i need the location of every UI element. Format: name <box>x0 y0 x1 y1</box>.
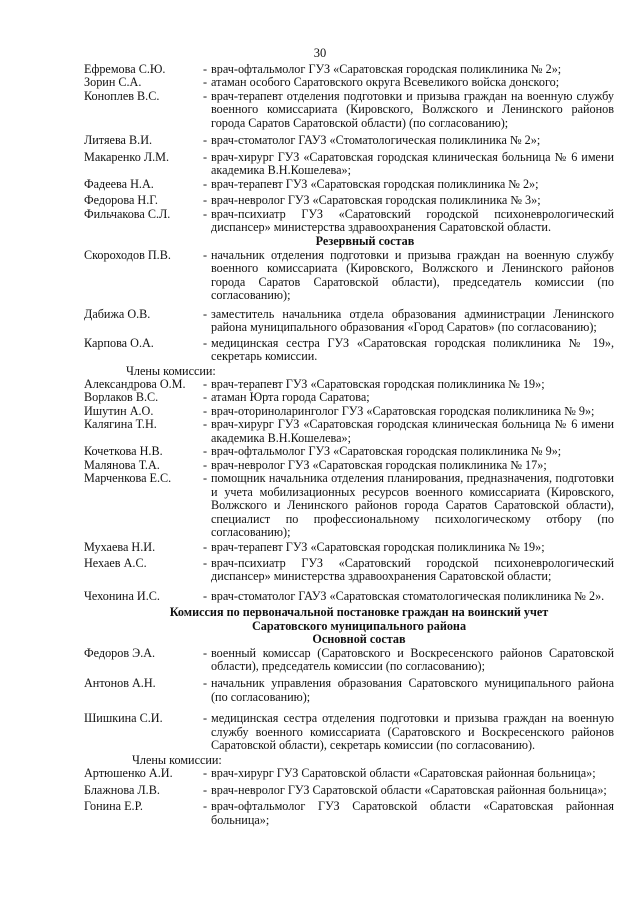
member-row <box>84 800 614 827</box>
member-role: врач-оториноларинголог ГУЗ «Саратовская городская поликлиника № 9»; <box>211 403 595 418</box>
member-name: Ворлаков В.С. <box>84 390 159 405</box>
member-row <box>84 647 614 674</box>
member-role: помощник начальника отделения планирования, предназначения, подготовки и учета мобилизационных ресурсов военного комиссариата (Кировского, Волжского и Ленинского районов города Саратов Саратовской области), специалист по профессиональному психологическому отбору (по согласованию); <box>211 471 614 539</box>
member-row <box>84 391 614 404</box>
member-name: Мухаева Н.И. <box>84 540 156 555</box>
members-label: Члены комиссии: <box>126 363 216 378</box>
member-name: Гонина Е.Р. <box>84 799 143 814</box>
document-body <box>84 63 614 827</box>
member-role: врач-терапевт отделения подготовки и призыва граждан на военную службу военного комиссариата (Кировского, Волжского и Ленинского районов города Саратов Саратовской области) (по согласованию); <box>211 88 614 130</box>
member-role: врач-психиатр ГУЗ «Саратовский городской психоневрологический диспансер» министерства здравоохранения Саратовской области; <box>211 555 614 584</box>
member-role: врач-невролог ГУЗ «Саратовская городская поликлиника № 3»; <box>211 193 541 208</box>
member-name: Дабижа О.В. <box>84 306 151 321</box>
member-name: Шишкина С.И. <box>84 711 163 726</box>
member-role: врач-психиатр ГУЗ «Саратовский городской психоневрологический диспансер» министерства здравоохранения Саратовской области. <box>211 206 614 234</box>
dash-separator: - <box>202 782 208 797</box>
dash-separator: - <box>202 149 208 164</box>
member-row <box>84 308 614 335</box>
member-role: атаман особого Саратовского округа Всевеликого войска донского; <box>211 75 560 90</box>
dash-separator: - <box>202 676 208 691</box>
member-role: медицинская сестра отделения подготовки и призыва граждан на военную службу военного комиссариата (Саратовского и Воскресенского районов Саратовской области), секретарь комиссии (по согласованию). <box>211 711 614 753</box>
member-list <box>84 63 614 234</box>
member-name: Артюшенко А.И. <box>84 766 173 781</box>
dash-separator: - <box>202 403 208 418</box>
page-number: 30 <box>313 46 327 60</box>
member-row <box>84 134 614 147</box>
dash-separator: - <box>202 444 208 459</box>
commission-heading-line2: Саратовского муниципального района <box>251 618 467 633</box>
member-name: Антонов А.Н. <box>84 676 156 691</box>
member-row <box>84 541 614 554</box>
member-row <box>84 590 614 603</box>
member-name: Кочеткова Н.В. <box>84 444 163 459</box>
member-row <box>84 178 614 191</box>
member-role: врач-невролог ГУЗ Саратовской области «Саратовская районная больница»; <box>211 782 607 797</box>
member-name: Литяева В.И. <box>84 133 153 148</box>
dash-separator: - <box>202 645 208 660</box>
section-heading-reserve: Резервный состав <box>315 234 415 249</box>
member-row <box>84 90 614 130</box>
member-row <box>84 677 614 704</box>
member-row <box>84 712 614 752</box>
dash-separator: - <box>202 88 208 103</box>
member-row <box>84 208 614 235</box>
member-role: заместитель начальника отдела образования администрации Ленинского района муниципального образования «Город Саратов» (по согласованию); <box>211 306 614 335</box>
member-row <box>84 418 614 445</box>
commission-heading-line1: Комиссия по первоначальной постановке граждан на воинский учет <box>169 605 549 620</box>
member-row <box>84 784 614 797</box>
member-name: Ишутин А.О. <box>84 403 154 418</box>
member-role: врач-терапевт ГУЗ «Саратовская городская поликлиника № 19»; <box>211 376 545 391</box>
member-list <box>84 767 614 827</box>
member-role: начальник отделения подготовки и призыва граждан на военную службу военного комиссариата (Кировского, Волжского и Ленинского районов города Саратов Саратовской области), председатель комиссии (по согласованию); <box>211 247 614 303</box>
member-name: Малянова Т.А. <box>84 457 160 472</box>
dash-separator: - <box>202 335 208 350</box>
dash-separator: - <box>202 417 208 432</box>
member-name: Скороходов П.В. <box>84 247 171 262</box>
member-name: Александрова О.М. <box>84 376 186 391</box>
member-name: Ефремова С.Ю. <box>84 62 166 76</box>
dash-separator: - <box>202 306 208 321</box>
member-name: Карпова О.А. <box>84 335 154 350</box>
dash-separator: - <box>202 247 208 262</box>
member-role: начальник управления образования Саратовского муниципального района (по согласованию); <box>211 676 614 704</box>
member-name: Фильчакова С.Л. <box>84 206 171 221</box>
dash-separator: - <box>202 193 208 208</box>
member-role: врач-терапевт ГУЗ «Саратовская городская поликлиника № 2»; <box>211 176 539 191</box>
member-row <box>84 557 614 584</box>
member-row <box>84 151 614 178</box>
member-role: врач-терапевт ГУЗ «Саратовская городская поликлиника № 19»; <box>211 540 545 555</box>
dash-separator: - <box>202 176 208 191</box>
member-role: врач-невролог ГУЗ «Саратовская городская поликлиника № 17»; <box>211 457 547 472</box>
dash-separator: - <box>202 390 208 405</box>
dash-separator: - <box>202 766 208 781</box>
member-list <box>84 378 614 603</box>
member-name: Федорова Н.Г. <box>84 193 158 208</box>
dash-separator: - <box>202 799 208 814</box>
member-row <box>84 337 614 364</box>
dash-separator: - <box>202 457 208 472</box>
member-row <box>84 63 614 76</box>
member-row <box>84 405 614 418</box>
member-role: врач-хирург ГУЗ Саратовской области «Саратовская районная больница»; <box>211 766 596 781</box>
dash-separator: - <box>202 376 208 391</box>
member-name: Марченкова Е.С. <box>84 471 172 486</box>
member-role: врач-офтальмолог ГУЗ «Саратовская городская поликлиника № 9»; <box>211 444 562 459</box>
dash-separator: - <box>202 133 208 148</box>
member-row <box>84 249 614 303</box>
member-role: врач-хирург ГУЗ «Саратовская городская клиническая больница № 6 имени академика В.Н.Кошелева»; <box>211 417 614 445</box>
member-row <box>84 472 614 539</box>
member-role: врач-офтальмолог ГУЗ Саратовской области «Саратовская районная больница»; <box>211 799 614 827</box>
dash-separator: - <box>202 711 208 726</box>
dash-separator: - <box>202 555 208 570</box>
member-role: врач-офтальмолог ГУЗ «Саратовская городская поликлиника № 2»; <box>211 62 562 76</box>
member-role: медицинская сестра ГУЗ «Саратовская городская поликлиника № 19», секретарь комиссии. <box>211 335 614 364</box>
member-name: Нехаев А.С. <box>84 555 147 570</box>
dash-separator: - <box>202 471 208 486</box>
member-list <box>84 249 614 364</box>
member-name: Федоров Э.А. <box>84 645 156 660</box>
member-row <box>84 194 614 207</box>
member-row <box>84 378 614 391</box>
members-label: Члены комиссии: <box>132 752 222 767</box>
member-name: Блажнова Л.В. <box>84 782 160 797</box>
member-row <box>84 445 614 458</box>
member-list <box>84 647 614 753</box>
member-name: Зорин С.А. <box>84 75 142 90</box>
dash-separator: - <box>202 75 208 90</box>
member-row <box>84 76 614 89</box>
member-role: врач-хирург ГУЗ «Саратовская городская клиническая больница № 6 имени академика В.Н.Кошелева»; <box>211 149 614 178</box>
member-row <box>84 459 614 472</box>
member-role: военный комиссар (Саратовского и Воскресенского районов Саратовской области), председатель комиссии (по согласованию); <box>211 645 614 674</box>
dash-separator: - <box>202 540 208 555</box>
section-heading-main: Основной состав <box>312 632 406 647</box>
dash-separator: - <box>202 62 208 76</box>
member-role: врач-стоматолог ГАУЗ «Стоматологическая поликлиника № 2»; <box>211 133 541 148</box>
member-row <box>84 767 614 780</box>
member-name: Фадеева Н.А. <box>84 176 154 191</box>
dash-separator: - <box>202 206 208 221</box>
member-name: Коноплев В.С. <box>84 88 160 103</box>
dash-separator: - <box>202 588 208 603</box>
member-name: Макаренко Л.М. <box>84 149 170 164</box>
member-name: Калягина Т.Н. <box>84 417 157 432</box>
member-role: атаман Юрта города Саратова; <box>211 390 370 405</box>
member-role: врач-стоматолог ГАУЗ «Саратовская стоматологическая поликлиника № 2». <box>211 588 605 603</box>
member-name: Чехонина И.С. <box>84 588 160 603</box>
